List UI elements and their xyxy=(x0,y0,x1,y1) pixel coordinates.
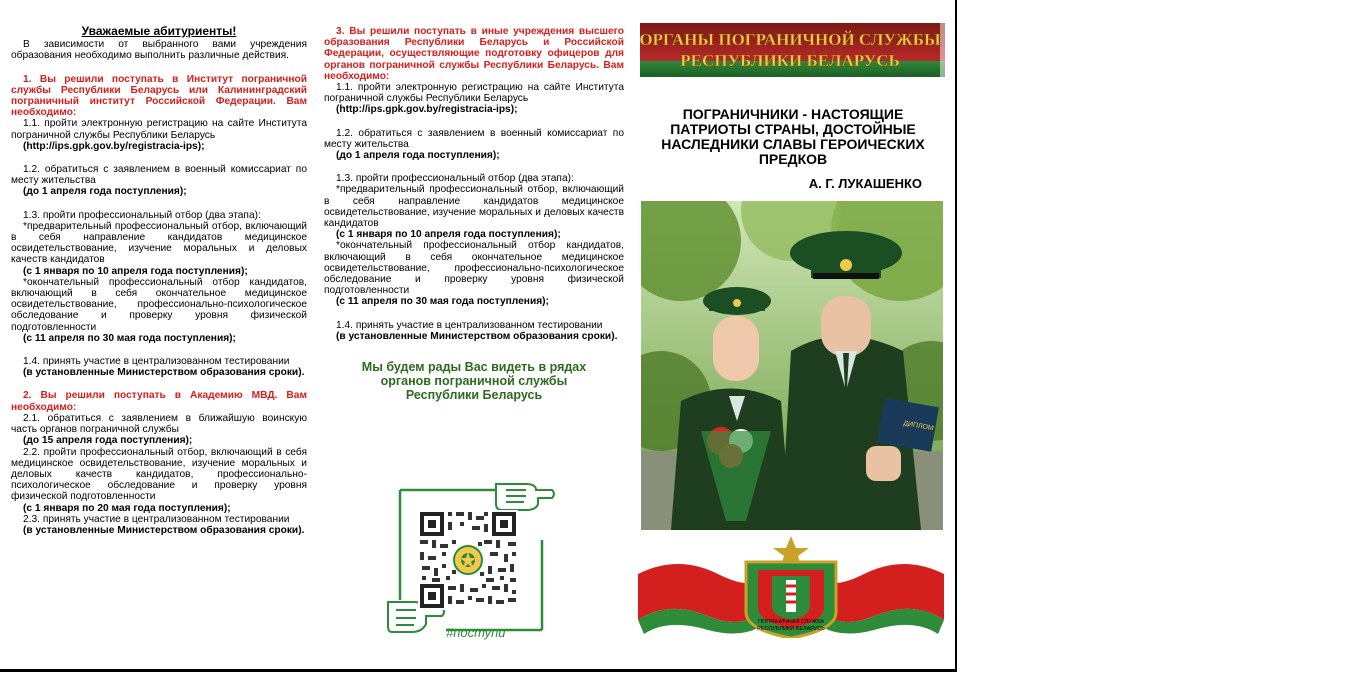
step-3-3-stage-a-date: (с 1 января по 10 апреля года поступления); xyxy=(336,229,561,241)
welcome-message xyxy=(324,360,624,402)
welcome-line-3: Республики Беларусь xyxy=(405,388,543,403)
step-1-3-stage-b: *окончательный профессиональный отбор кандидатов, включающий в себя окончательное медицинское освидетельствование, профессионально-психологическое обследование и проверку уровня физической подготовленности xyxy=(11,276,307,333)
step-3-4: 1.4. принять участие в централизованном тестировании xyxy=(336,319,603,331)
step-1-2: 1.2. обратиться с заявлением в военный комиссариат по месту жительства xyxy=(11,164,307,187)
section-3-heading: 3. Вы решили поступать в иные учреждения высшего образования Республики Беларусь и Российской Федерации, осуществляющие подготовку офицеров для органов пограничной службы Республики Беларусь. Вам необходимо: xyxy=(324,26,624,82)
step-2-1-date: (до 15 апреля года поступления); xyxy=(23,435,193,447)
step-3-2-date: (до 1 апреля года поступления); xyxy=(336,150,500,162)
emblem-text-1: ПОГРАНИЧНАЯ СЛУЖБА xyxy=(757,619,825,625)
step-3-3-stage-b: *окончательный профессиональный отбор кандидатов, включающий в себя окончательное медицинское освидетельствование, профессионально-психологическое обследование и проверку уровня физической подготовленности xyxy=(324,240,624,297)
emblem-graphic xyxy=(638,534,944,638)
step-3-1: 1.1. пройти электронную регистрацию на сайте Института пограничной службы Республики Беларусь xyxy=(324,82,624,105)
section-2-heading: 2. Вы решили поступать в Академию МВД. Вам необходимо: xyxy=(11,390,307,413)
step-3-3: 1.3. пройти профессиональный отбор (два этапа): xyxy=(336,173,574,185)
cadets-photo-graphic xyxy=(641,201,943,530)
banner-line-1: ОРГАНЫ ПОГРАНИЧНОЙ СЛУЖБЫ xyxy=(640,30,941,49)
step-1-1: 1.1. пройти электронную регистрацию на сайте Института пограничной службы Республики Беларусь xyxy=(11,118,307,141)
step-2-3: 2.3. принять участие в централизованном тестировании xyxy=(23,513,290,525)
flag-banner-graphic xyxy=(640,23,945,77)
step-2-2-date: (с 1 января по 20 мая года поступления); xyxy=(23,502,231,514)
step-1-2-date: (до 1 апреля года поступления); xyxy=(23,186,187,198)
column-left xyxy=(11,26,307,536)
step-1-4-note: (в установленные Министерством образования сроки). xyxy=(23,367,305,379)
section-1-heading: 1. Вы решили поступать в Институт пограничной службы Республики Беларусь или Калининградский пограничный институт Российской Федерации. Вам необходимо: xyxy=(11,73,307,119)
step-1-1-link: (http://ips.gpk.gov.by/registracia-ips); xyxy=(23,140,205,152)
welcome-line-1: Мы будем рады Вас видеть в рядах xyxy=(361,360,587,375)
quote-author: А. Г. ЛУКАШЕНКО xyxy=(808,176,922,191)
step-3-4-note: (в установленные Министерством образования сроки). xyxy=(336,330,618,342)
step-1-4: 1.4. принять участие в централизованном тестировании xyxy=(23,356,290,368)
motto-quote: ПОГРАНИЧНИКИ - НАСТОЯЩИЕ ПАТРИОТЫ СТРАНЫ, ДОСТОЙНЫЕ НАСЛЕДНИКИ СЛАВЫ ГЕРОИЧЕСКИХ ПРЕДКОВ xyxy=(661,106,925,167)
step-3-3-stage-a: *предварительный профессиональный отбор, включающий в себя направление кандидатов медицинское освидетельствование, изучение моральных и деловых качеств кандидатов xyxy=(324,184,624,230)
welcome-line-2: органов пограничной службы xyxy=(380,374,568,389)
hashtag-text: #поступи xyxy=(446,625,506,640)
step-2-2: 2.2. пройти профессиональный отбор, включающий в себя медицинское освидетельствование, изучение моральных и деловых качеств кандидатов, профессионально-психологическое обследование и проверку уровня физической подготовленности xyxy=(11,446,307,503)
qr-code-block xyxy=(386,480,556,640)
qr-code xyxy=(418,510,518,610)
cadets-photo xyxy=(641,201,943,530)
step-1-3-stage-a-date: (с 1 января по 10 апреля года поступления); xyxy=(23,265,248,277)
step-2-3-note: (в установленные Министерством образования сроки). xyxy=(23,524,305,536)
step-1-3-stage-b-date: (с 11 апреля по 30 мая года поступления); xyxy=(23,332,236,344)
qr-frame-graphic xyxy=(386,480,556,640)
header-banner xyxy=(640,23,945,77)
greeting-title: Уважаемые абитуриенты! xyxy=(81,24,237,38)
step-1-3: 1.3. пройти профессиональный отбор (два этапа): xyxy=(23,209,261,221)
step-1-3-stage-a: *предварительный профессиональный отбор, включающий в себя направление кандидатов медицинское освидетельствование, изучение моральных и деловых качеств кандидатов xyxy=(11,220,307,266)
banner-line-2: РЕСПУБЛИКИ БЕЛАРУСЬ xyxy=(680,51,900,70)
step-2-1: 2.1. обратиться с заявлением в ближайшую воинскую часть органов пограничной службы xyxy=(11,412,307,436)
pointing-hand-top-icon xyxy=(496,484,554,510)
column-middle xyxy=(324,26,624,402)
emblem-text-2: РЕСПУБЛИКИ БЕЛАРУСЬ xyxy=(757,626,825,632)
step-3-1-link: (http://ips.gpk.gov.by/registracia-ips); xyxy=(336,104,518,116)
step-3-2: 1.2. обратиться с заявлением в военный комиссариат по месту жительства xyxy=(324,127,624,150)
border-service-emblem xyxy=(638,534,944,638)
diploma-text: ДИПЛОМ xyxy=(902,420,935,433)
step-3-3-stage-b-date: (с 11 апреля по 30 мая года поступления); xyxy=(336,296,549,308)
intro-text: В зависимости от выбранного вами учреждения образования необходимо выполнить различные действия. xyxy=(11,39,307,62)
